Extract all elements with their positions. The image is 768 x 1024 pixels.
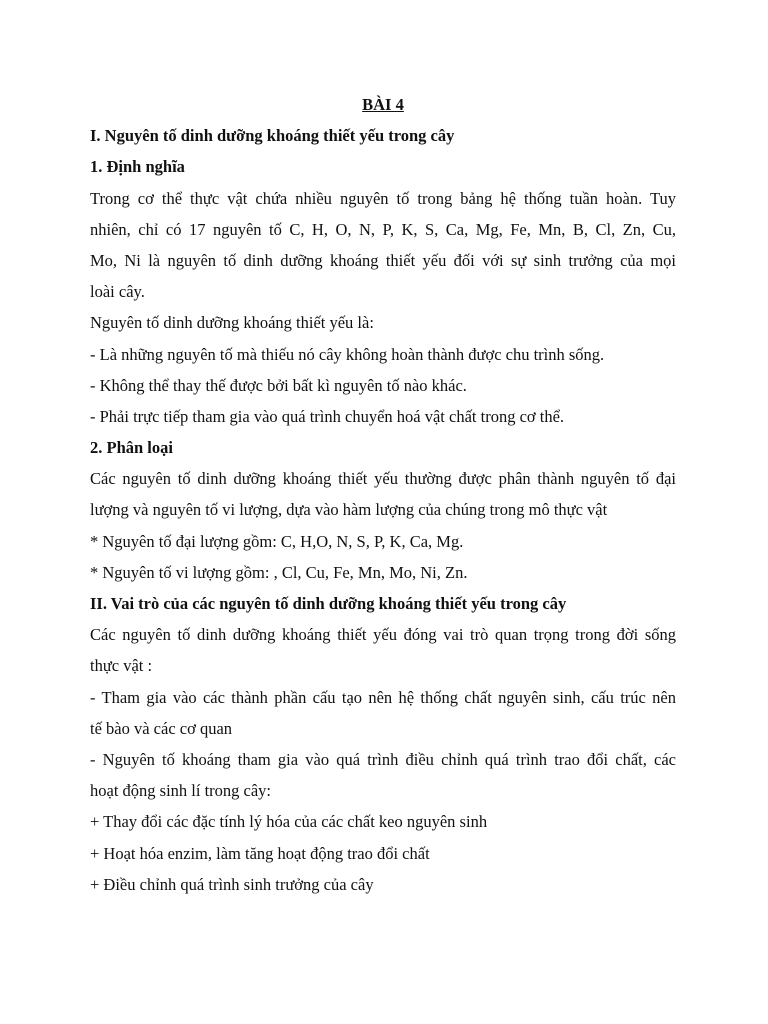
document-body <box>90 120 676 900</box>
document-title: BÀI 4 <box>362 95 404 114</box>
section-heading: I. Nguyên tố dinh dưỡng khoáng thiết yếu trong cây <box>90 126 455 146</box>
section-heading: II. Vai trò của các nguyên tố dinh dưỡng khoáng thiết yếu trong cây <box>90 594 567 613</box>
text-line: Mo, Ni là nguyên tố dinh dưỡng khoáng thiết yếu đối với sự sinh trưởng của mọi <box>90 250 676 270</box>
document-page <box>90 89 676 900</box>
text-line: - Tham gia vào các thành phần cấu tạo nên hệ thống chất nguyên sinh, cấu trúc nên <box>90 687 676 707</box>
text-line: hoạt động sinh lí trong cây: <box>90 781 272 801</box>
text-line: Nguyên tố dinh dưỡng khoáng thiết yếu là: <box>90 313 374 333</box>
text-line: + Điều chỉnh quá trình sinh trưởng của cây <box>90 874 374 894</box>
section-heading: 2. Phân loại <box>90 438 173 458</box>
section-heading: 1. Định nghĩa <box>90 157 185 177</box>
text-line: * Nguyên tố đại lượng gồm: C, H,O, N, S, P, K, Ca, Mg. <box>90 531 464 551</box>
text-line: tế bào và các cơ quan <box>90 718 233 738</box>
text-line: thực vật : <box>90 656 153 676</box>
text-line: lượng và nguyên tố vi lượng, dựa vào hàm lượng của chúng trong mô thực vật <box>90 500 608 520</box>
text-line: Các nguyên tố dinh dưỡng khoáng thiết yếu thường được phân thành nguyên tố đại <box>90 469 676 489</box>
text-line: loài cây. <box>90 282 145 302</box>
text-line: - Phải trực tiếp tham gia vào quá trình chuyển hoá vật chất trong cơ thể. <box>90 406 565 426</box>
text-line: nhiên, chỉ có 17 nguyên tố C, H, O, N, P, K, S, Ca, Mg, Fe, Mn, B, Cl, Zn, Cu, <box>90 219 676 239</box>
text-line: - Không thể thay thế được bởi bất kì nguyên tố nào khác. <box>90 375 467 395</box>
text-line: - Nguyên tố khoáng tham gia vào quá trình điều chỉnh quá trình trao đổi chất, các <box>90 749 676 769</box>
text-line: Trong cơ thể thực vật chứa nhiều nguyên tố trong bảng hệ thống tuần hoàn. Tuy <box>90 188 676 208</box>
text-line: Các nguyên tố dinh dưỡng khoáng thiết yếu đóng vai trò quan trọng trong đời sống <box>90 625 676 645</box>
text-line: + Hoạt hóa enzim, làm tăng hoạt động trao đổi chất <box>90 843 430 863</box>
text-line: + Thay đổi các đặc tính lý hóa của các chất keo nguyên sinh <box>90 812 488 832</box>
text-line: * Nguyên tố vi lượng gồm: , Cl, Cu, Fe, Mn, Mo, Ni, Zn. <box>90 562 468 582</box>
text-line: - Là những nguyên tố mà thiếu nó cây không hoàn thành được chu trình sống. <box>90 344 605 364</box>
